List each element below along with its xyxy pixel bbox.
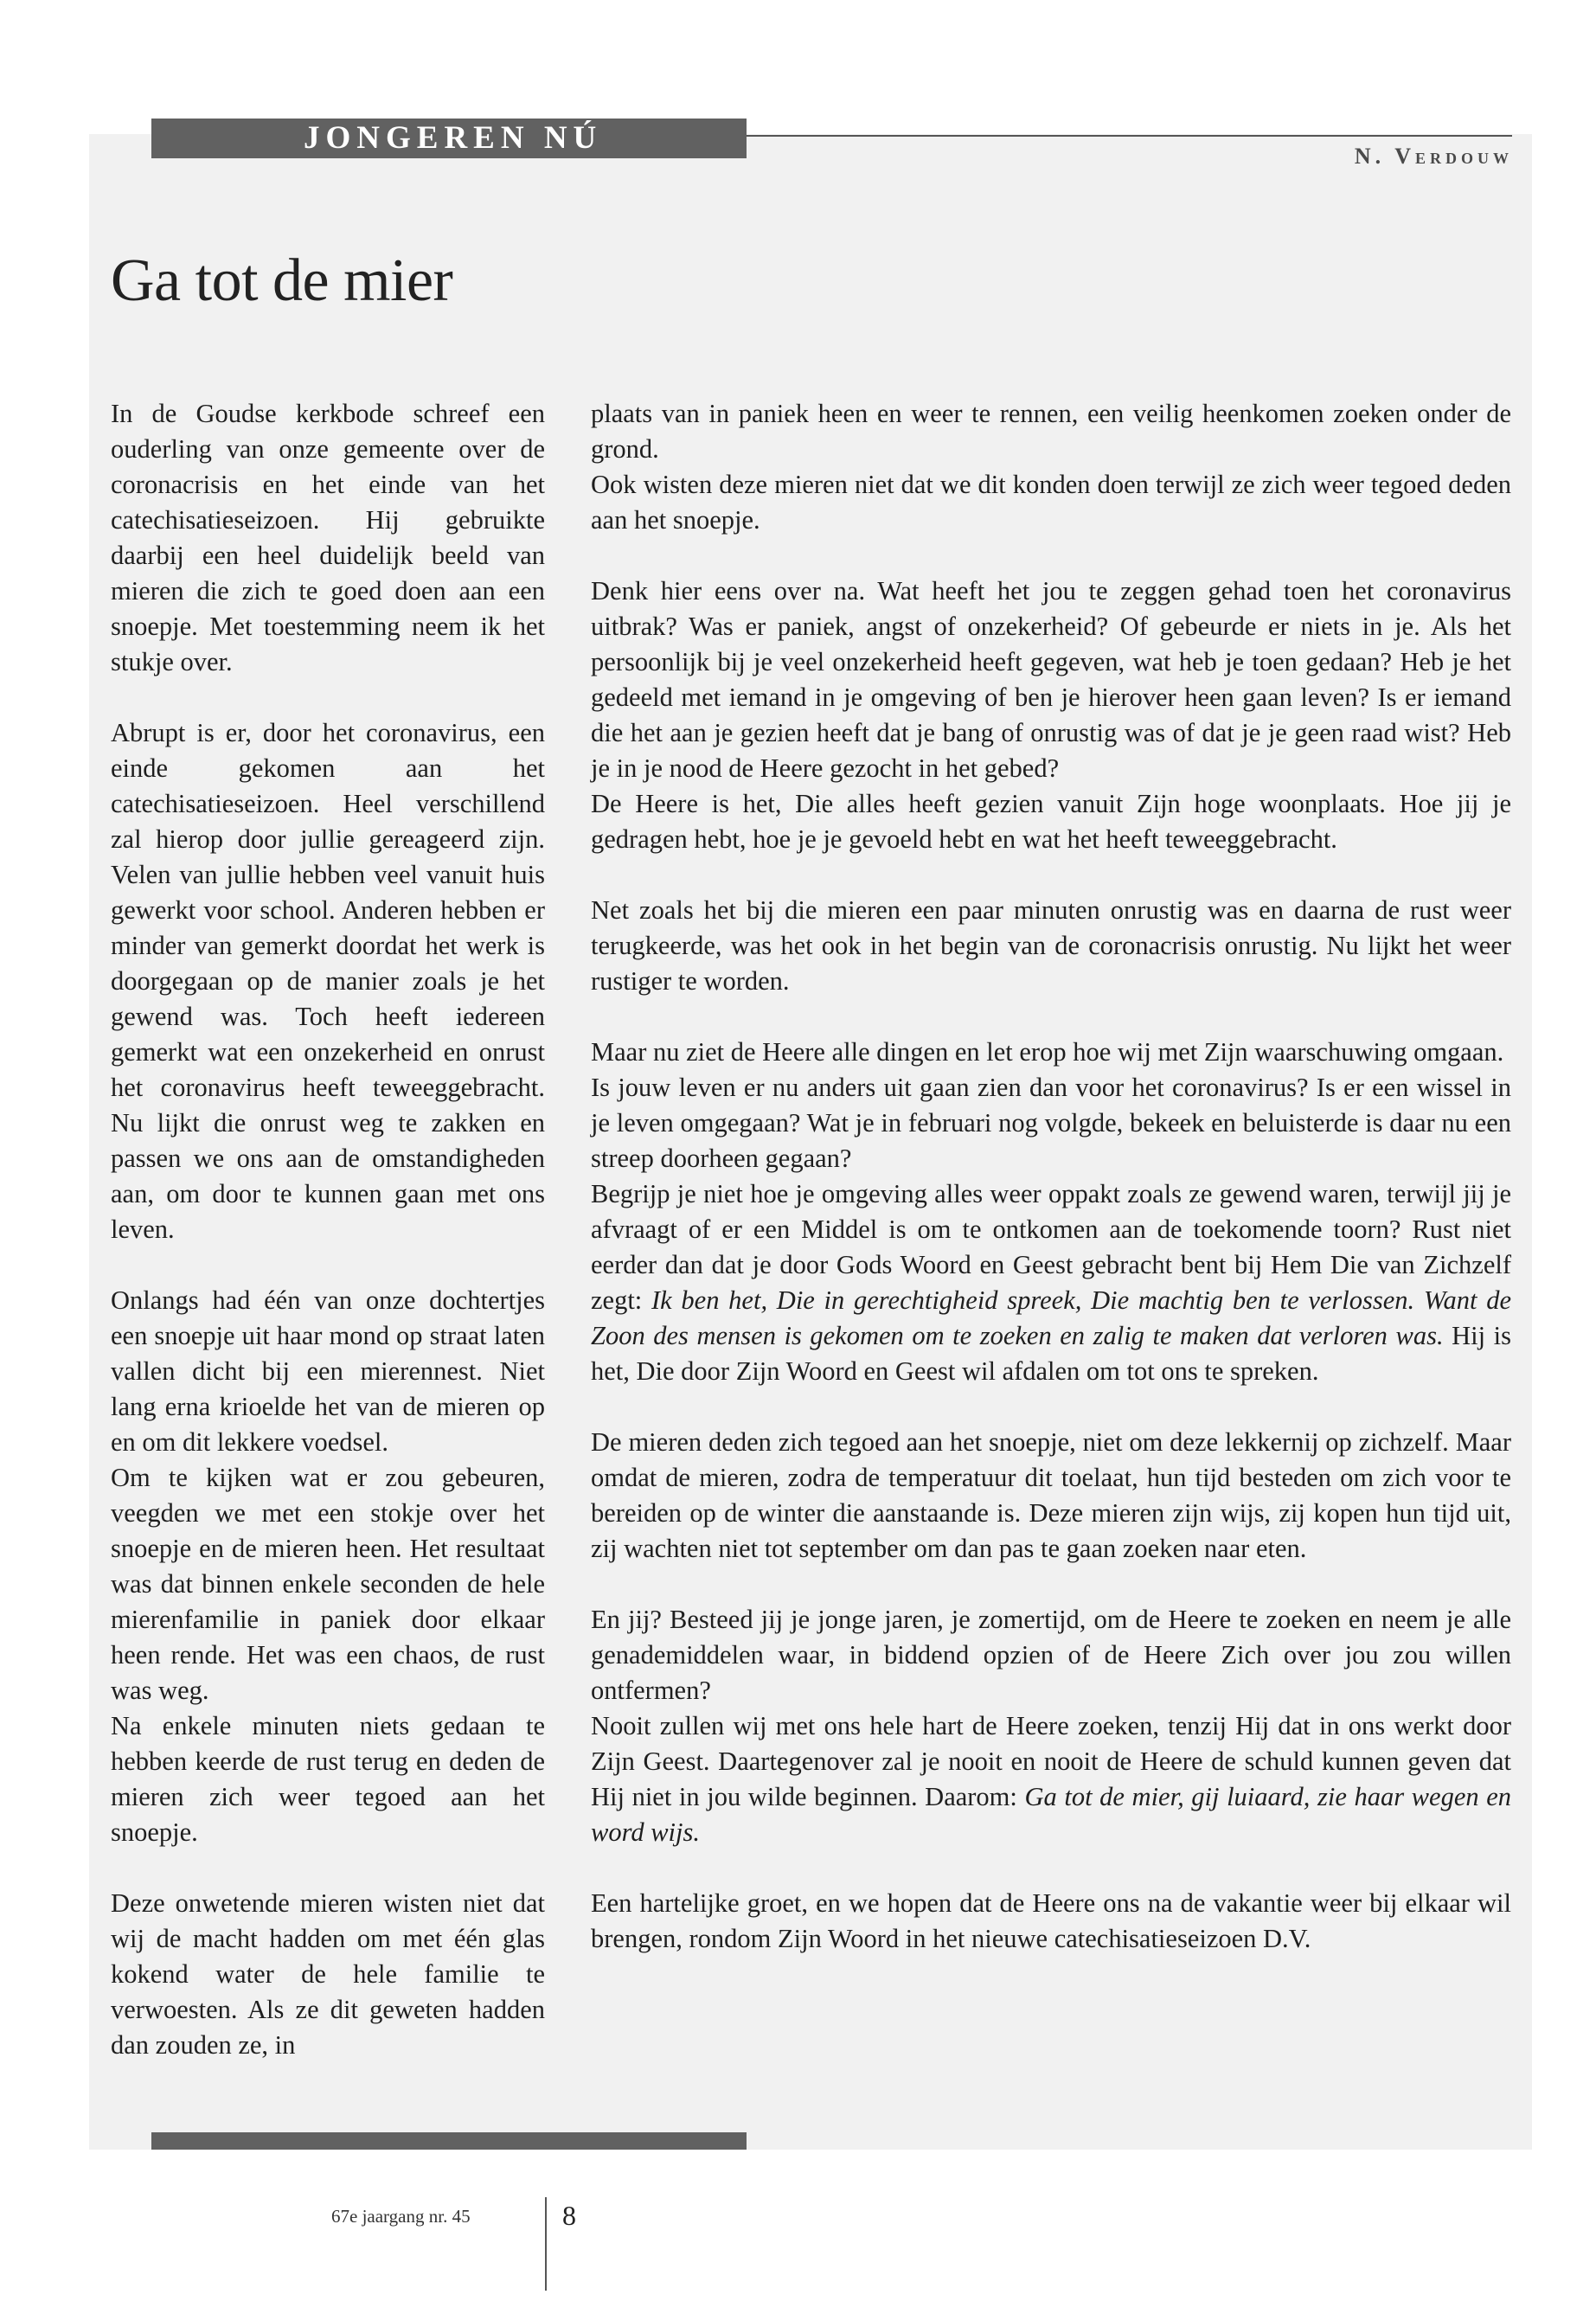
paragraph: De mieren deden zich tegoed aan het snoepje, niet om deze lekkernij op zichzelf. Maar omdat de mieren, zodra de temperatuur dit toelaat, hun tijd besteden om zich voor te bereiden op de winter die aanstaande is. Deze mieren zijn wijs, zij kopen hun tijd uit, zij wachten niet tot september om dan pas te gaan zoeken naar eten.: [591, 1427, 1511, 1563]
paragraph: Na enkele minuten niets gedaan te hebben keerde de rust terug en deden de mieren zich weer tegoed aan het snoepje.: [111, 1711, 545, 1847]
paragraph: Is jouw leven er nu anders uit gaan zien dan voor het coronavirus? Is er een wissel in je leven omgegaan? Wat je in februari nog volgde, bekeek en beluisterde is daar nu een streep doorheen gegaan?: [591, 1073, 1511, 1173]
paragraph: Onlangs had één van onze dochtertjes een snoepje uit haar mond op straat laten vallen dicht bij een mierennest. Niet lang erna krioelde het van de mieren op en om dit lekkere voedsel.: [111, 1285, 545, 1457]
issue-info: 67e jaargang nr. 45: [331, 2206, 471, 2227]
paragraph: Abrupt is er, door het coronavirus, een einde gekomen aan het catechisatieseizoen. Heel verschillend zal hierop door jullie gereageerd zijn. Velen van jullie hebben veel vanuit huis gewerkt voor school. Anderen hebben er minder van gemerkt doordat het werk is doorgegaan op de manier zoals je het gewend was. Toch heeft iedereen gemerkt wat een onzekerheid en onrust het coronavirus heeft teweeggebracht. Nu lijkt die onrust weg te zakken en passen we ons aan de omstandigheden aan, om door te kunnen gaan met ons leven.: [111, 718, 545, 1244]
paragraph: plaats van in paniek heen en weer te rennen, een veilig heenkomen zoeken onder de grond.: [591, 399, 1511, 464]
paragraph-text: Begrijp je niet hoe je omgeving alles weer oppakt zoals ze gewend waren, terwijl jij je afvraagt of er een Middel is om te ontkomen aan de toekomende toorn? Rust niet eerder dan dat je door Gods Woord en Geest gebracht bent bij Hem Die van Zichzelf zegt:: [591, 1179, 1511, 1315]
paragraph: Maar nu ziet de Heere alle dingen en let erop hoe wij met Zijn waarschuwing omgaan.: [591, 1037, 1504, 1067]
paragraph: En jij? Besteed jij je jonge jaren, je zomertijd, om de Heere te zoeken en neem je alle genademiddelen waar, in biddend opzien of de Heere Zich over jou zou willen ontfermen?: [591, 1605, 1511, 1705]
paragraph-text: Hij is het, Die door Zijn Woord en Geest wil afdalen om tot ons te spreken.: [591, 1321, 1512, 1386]
paragraph: In de Goudse kerkbode schreef een ouderling van onze gemeente over de coronacrisis en het einde van het catechisatieseizoen. Hij gebruikte daarbij een heel duidelijk beeld van mieren die zich te goed doen aan een snoepje. Met toestemming neem ik het stukje over.: [111, 399, 545, 676]
paragraph: [591, 1176, 1511, 1389]
section-label: JONGEREN NÚ: [304, 120, 603, 156]
article-title: Ga tot de mier: [111, 247, 453, 314]
left-column: [111, 396, 545, 2063]
scripture-quote: Ik ben het, Die in gerechtigheid spreek, Die machtig ben te verlossen. Want de Zoon des mensen is gekomen om te zoeken en zalig te maken dat verloren was.: [591, 1285, 1511, 1350]
author-name: N. Verdouw: [1354, 144, 1513, 169]
paragraph: Denk hier eens over na. Wat heeft het jou te zeggen gehad toen het coronavirus uitbrak? Was er paniek, angst of onzekerheid? Of gebeurde er niets in je. Als het persoonlijk bij je veel onzekerheid heeft gegeven, wat heb je toen gedaan? Heb je het gedeeld met iemand in je omgeving of ben je hierover heen gaan leven? Is er iemand die het aan je gezien heeft dat je bang of onrustig was of dat je je geen raad wist? Heb je in je nood de Heere gezocht in het gebed?: [591, 576, 1511, 783]
paragraph: De Heere is het, Die alles heeft gezien vanuit Zijn hoge woonplaats. Hoe jij je gedragen hebt, hoe je je gevoeld hebt en wat het heeft teweeggebracht.: [591, 789, 1511, 854]
bottom-bar: [151, 2132, 747, 2150]
paragraph: Een hartelijke groet, en we hopen dat de Heere ons na de vakantie weer bij elkaar wil brengen, rondom Zijn Woord in het nieuwe catechisatieseizoen D.V.: [591, 1888, 1511, 1953]
paragraph: [591, 1708, 1511, 1850]
paragraph: Net zoals het bij die mieren een paar minuten onrustig was en daarna de rust weer terugkeerde, was het ook in het begin van de coronacrisis onrustig. Nu lijkt het weer rustiger te worden.: [591, 895, 1511, 996]
right-column: [591, 396, 1511, 1957]
footer-divider: [545, 2197, 547, 2291]
page-number: 8: [562, 2200, 576, 2231]
scripture-quote: Ga tot de mier, gij luiaard, zie haar wegen en word wijs.: [591, 1782, 1511, 1847]
paragraph-text: Nooit zullen wij met ons hele hart de Heere zoeken, tenzij Hij dat in ons werkt door Zijn Geest. Daartegenover zal je nooit en nooit de Heere de schuld kunnen geven dat Hij niet in jou wilde beginnen. Daarom:: [591, 1711, 1511, 1811]
paragraph: Deze onwetende mieren wisten niet dat wij de macht hadden om met één glas kokend water de hele familie te verwoesten. Als ze dit geweten hadden dan zouden ze, in: [111, 1888, 545, 2060]
paragraph: Ook wisten deze mieren niet dat we dit konden doen terwijl ze zich weer tegoed deden aan het snoepje.: [591, 470, 1511, 535]
paragraph: Om te kijken wat er zou gebeuren, veegden we met een stokje over het snoepje en de mieren heen. Het resultaat was dat binnen enkele seconden de hele mierenfamilie in paniek door elkaar heen rende. Het was een chaos, de rust was weg.: [111, 1463, 545, 1705]
